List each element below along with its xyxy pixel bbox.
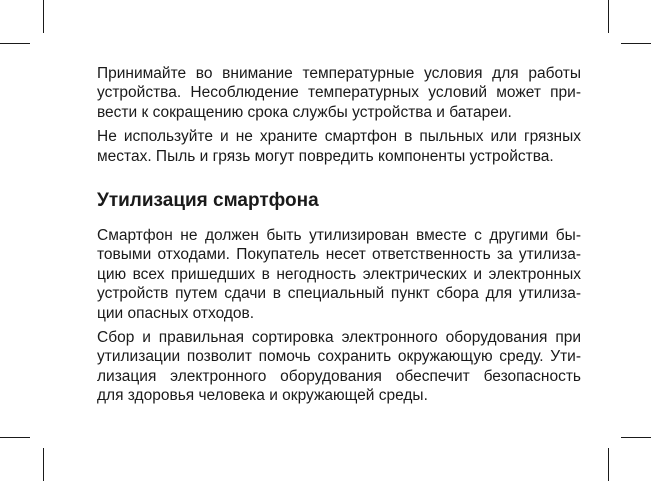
text-line: Сбор и правильная сортировка электронного оборудования при bbox=[97, 329, 581, 347]
text-line: устройств путем сдачи в специальный пункт сбора для утилиза- bbox=[97, 285, 581, 303]
text-line: устройства. Несоблюдение температурных условий может при- bbox=[97, 84, 581, 102]
crop-mark-bottom-left-horizontal bbox=[0, 437, 30, 438]
section-heading-disposal: Утилизация смартфона bbox=[97, 190, 319, 212]
crop-mark-bottom-right-vertical bbox=[608, 448, 609, 481]
crop-mark-bottom-left-vertical bbox=[43, 448, 44, 481]
text-line: Не используйте и не храните смартфон в пыльных или грязных bbox=[97, 128, 581, 146]
text-line: вести к сокращению срока службы устройства и батареи. bbox=[97, 103, 512, 121]
crop-mark-bottom-right-horizontal bbox=[621, 437, 651, 438]
paragraph-disposal-responsibility bbox=[97, 226, 581, 323]
text-line: товыми отходами. Покупатель несет ответственность за утилиза- bbox=[97, 246, 581, 264]
text-line: ции опасных отходов. bbox=[97, 304, 255, 322]
crop-mark-top-right-horizontal bbox=[621, 43, 651, 44]
crop-mark-top-right-vertical bbox=[608, 0, 609, 33]
text-line: местах. Пыль и грязь могут повредить компоненты устройства. bbox=[97, 147, 554, 165]
crop-mark-top-left-vertical bbox=[43, 0, 44, 33]
paragraph-dust-warning bbox=[97, 127, 581, 166]
crop-mark-top-left-horizontal bbox=[0, 43, 30, 44]
text-line: для здоровья человека и окружающей среды. bbox=[97, 387, 428, 405]
text-line: утилизации позволит помочь сохранить окружающую среду. Ути- bbox=[97, 348, 581, 366]
document-body bbox=[97, 64, 581, 406]
text-line: Смартфон не должен быть утилизирован вместе с другими бы- bbox=[97, 227, 581, 245]
paragraph-environment-protection bbox=[97, 328, 581, 406]
paragraph-temperature-conditions bbox=[97, 64, 581, 122]
text-line: лизация электронного оборудования обеспечит безопасность bbox=[97, 367, 581, 385]
text-line: цию всех пришедших в негодность электрических и электронных bbox=[97, 265, 581, 283]
text-line: Принимайте во внимание температурные условия для работы bbox=[97, 65, 581, 82]
